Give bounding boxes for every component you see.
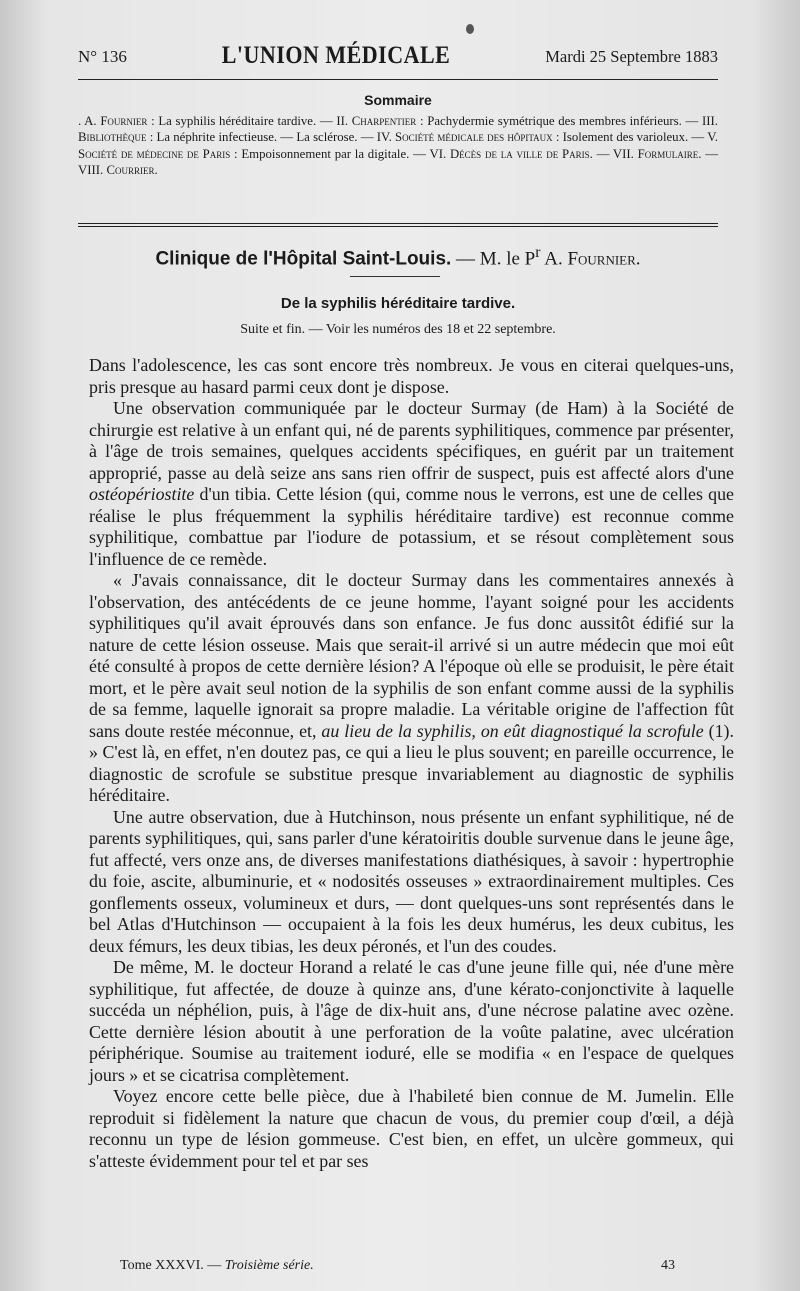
- sommaire-part: Décès de la ville de Paris: [449, 146, 590, 161]
- page-footer: [120, 1258, 675, 1274]
- serie-label: Troisième série.: [224, 1258, 314, 1273]
- clinique-initial: A.: [540, 248, 568, 270]
- sommaire-part: Fournier: [100, 113, 148, 128]
- article-suite: Suite et fin. — Voir les numéros des 18 et 22 septembre.: [240, 322, 556, 337]
- sommaire-part: . — VIII.: [78, 146, 719, 177]
- section-rule-thin: [78, 226, 718, 227]
- sommaire-section: [78, 92, 718, 179]
- paragraph: Une autre observation, due à Hutchinson, nous présente un enfant syphilitique, né de parents syphilitiques, qui, sans parler d'une kératoiritis double survenue dans le jeune âge, fut affecté, vers onze ans, de diverses manifestations diathésiques, à savoir : hypertrophie du foie, ascite, albuminurie, et « nodosités osseuses » extraordinairement multiples. Ces gonflements osseux, volumineux et durs, — dont quelques-uns sont représentés dans le bel Atlas d'Hutchinson — occupaient à la fois les deux humérus, les deux cubitus, les deux fémurs, les deux tibias, les deux péronés, et l'un des coudes.: [89, 806, 734, 956]
- issue-date: Mardi 25 Septembre 1883: [545, 47, 718, 66]
- clinique-end: .: [635, 248, 641, 270]
- sommaire-part: : Empoisonnement par la digitale. — VI.: [230, 146, 450, 161]
- heading-rule: [350, 276, 440, 277]
- paragraph: Dans l'adolescence, les cas sont encore très nombreux. Je vous en citerai quelques-uns, pris presque au hasard parmi ceux dont je dispose.: [89, 355, 734, 397]
- clinique-sep: — M. le P: [451, 248, 536, 270]
- sommaire-title: Sommaire: [364, 92, 432, 108]
- page-header: [78, 42, 718, 76]
- sommaire-part: .: [154, 163, 158, 177]
- sommaire-part: Société de médecine de Paris: [78, 146, 231, 161]
- sommaire-part: Société médicale des hôpitaux: [395, 130, 553, 144]
- text-run: Une observation communiquée par le docteur Surmay (de Ham) à la Société de chirurgie est relative à un enfant qui, né de parents syphilitiques, commence par présenter, à l'âge de trois semaines, quelques accidents spécifiques, en guérit par un traitement approprié, passe au delà seize ans sans rien offrir de suspect, puis est affecté alors d'une: [89, 398, 734, 483]
- text-italic: au lieu de la syphilis, on eût diagnostiqué la scrofule: [321, 720, 704, 741]
- clinique-name: Clinique de l'Hôpital Saint-Louis.: [155, 248, 452, 270]
- paragraph: De même, M. le docteur Horand a relaté le cas d'une jeune fille qui, née d'une mère syphilitique, fut affectée, de douze à quinze ans, d'une kérato-conjonctivite à laquelle succéda un néphélion, puis, à l'âge de dix-huit ans, d'une nécrose palatine avec ozène. Cette dernière lésion aboutit à une perforation de la voûte palatine, avec ulcération périphérique. Soumise au traitement ioduré, elle se modifia « en l'espace de quelques jours » et se cicatrisa complètement.: [89, 957, 734, 1085]
- ink-speck: [466, 24, 474, 34]
- sommaire-part: . A.: [78, 113, 101, 128]
- sommaire-part: Charpentier: [351, 113, 417, 128]
- sommaire-part: . — VII.: [589, 146, 638, 161]
- clinique-author: Fournier: [567, 248, 636, 270]
- sommaire-part: : Pachydermie symétrique des membres inférieurs. — III.: [416, 113, 718, 128]
- article-body: [89, 355, 734, 1172]
- clinique-heading: [78, 244, 718, 270]
- paragraph: Voyez encore cette belle pièce, due à l'habileté bien connue de M. Jumelin. Elle reproduit si fidèlement la nature que chacun de vous, du premier coup d'œil, a déjà reconnu un type de lésion gommeuse. C'est bien, en effet, un ulcère gommeux, qui s'atteste évidemment pour tel et par ses: [89, 1086, 734, 1171]
- text-run: « J'avais connaissance, dit le docteur Surmay dans les commentaires annexés à l'observation, des antécédents de ce jeune homme, l'ayant soigné pour les accidents syphilitiques qu'il avait éprouvés dans son enfance. Je fus donc aussitôt édifié sur la nature de cette lésion osseuse. Mais que serait-il arrivé si un autre médecin que moi eût été consulté à propos de cette dernière lésion? A l'époque où elle se produisit, le père était mort, et le père avait seul notion de la syphilis de son enfant comme aussi de la syphilis de sa femme, laquelle ignorait sa propre maladie. La véritable origine de l'affection fût sans doute restée méconnue, et,: [89, 570, 734, 741]
- article-title: De la syphilis héréditaire tardive.: [280, 295, 516, 312]
- sommaire-text: [78, 113, 718, 179]
- sommaire-part: : Isolement des varioleux. — V.: [552, 130, 719, 144]
- page-number: 43: [661, 1258, 675, 1273]
- clinique-sup: r: [535, 244, 541, 261]
- sommaire-part: Courrier: [106, 163, 155, 177]
- section-rule: [78, 223, 718, 224]
- journal-title: L'UNION MÉDICALE: [221, 40, 451, 69]
- tome-label: Tome XXXVI. —: [120, 1258, 225, 1273]
- sommaire-part: Formulaire: [637, 146, 699, 161]
- sommaire-part: Bibliothèque: [78, 130, 147, 144]
- paragraph: [89, 398, 734, 570]
- text-run: (1). » C'est là, en effet, n'en doutez pas, ce qui a lieu le plus souvent; en pareille occurrence, le diagnostic de scrofule se substitue presque invariablement au diagnostic de syphilis héréditaire.: [89, 720, 734, 805]
- issue-number: N° 136: [78, 47, 127, 66]
- text-run: d'un tibia. Cette lésion (qui, comme nous le verrons, est une de celles que réalise le plus fréquemment la syphilis héréditaire tardive) est reconnue comme syphilitique, combattue par l'iodure de potassium, et se résout complètement sous l'influence de ce remède.: [89, 484, 734, 569]
- sommaire-part: : La néphrite infectieuse. — La sclérose. — IV.: [146, 130, 396, 144]
- sommaire-part: : La syphilis héréditaire tardive. — II.: [147, 113, 352, 128]
- tome-info: [120, 1258, 314, 1274]
- paragraph: [89, 570, 734, 807]
- header-rule: [78, 79, 718, 80]
- text-italic: ostéopériostite: [89, 484, 195, 504]
